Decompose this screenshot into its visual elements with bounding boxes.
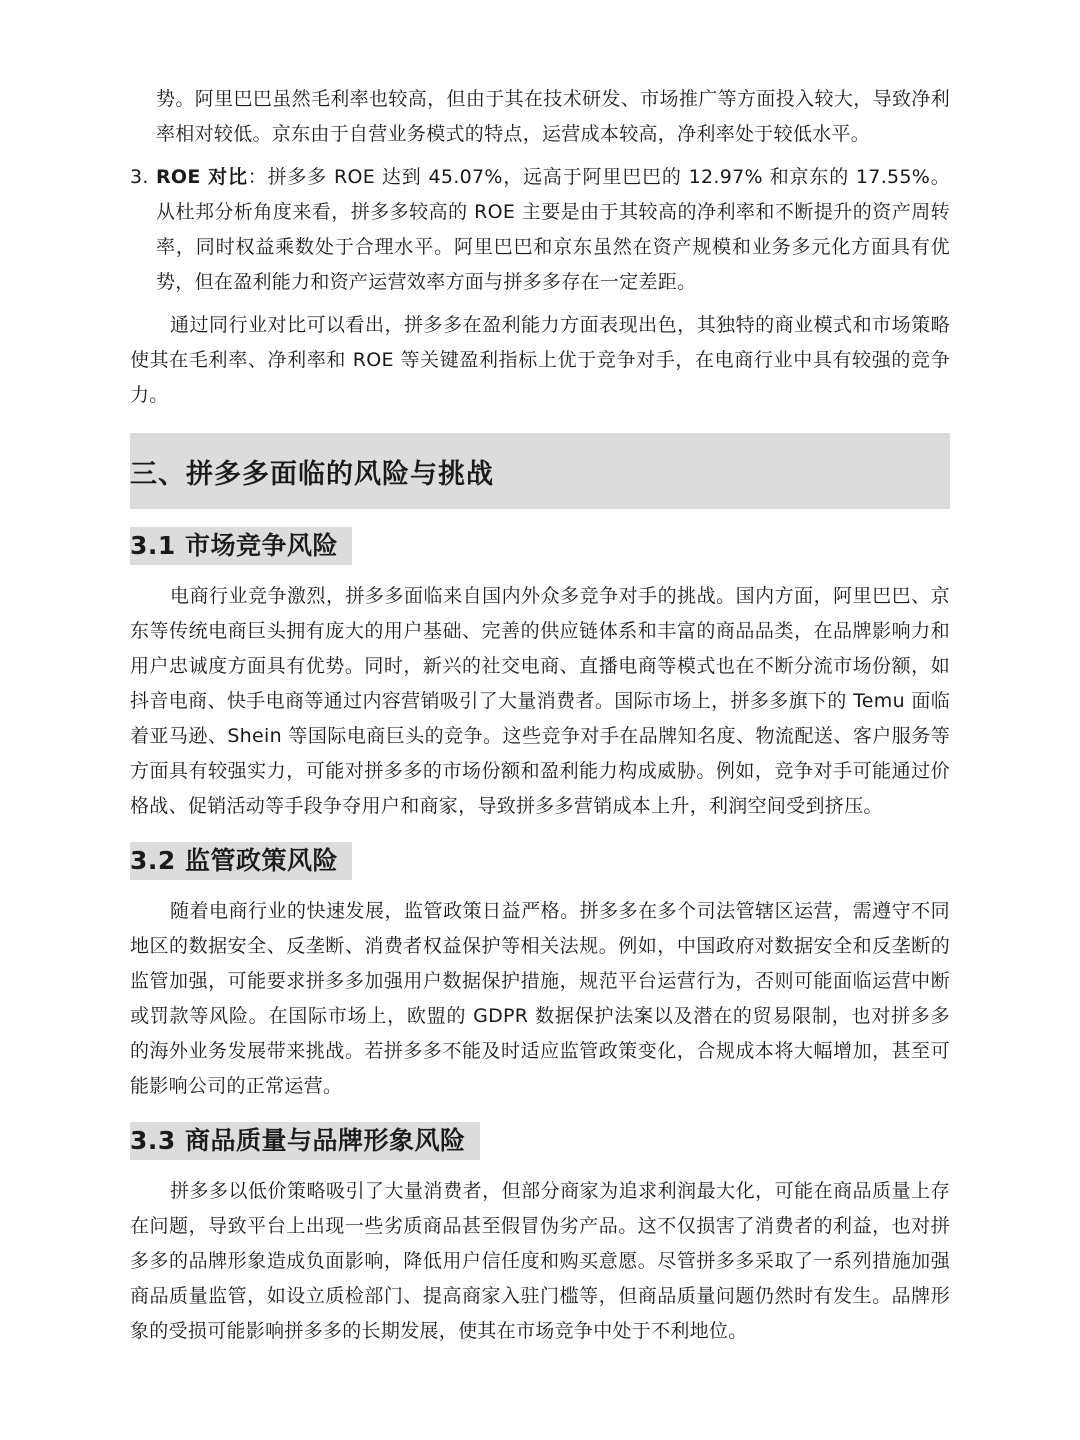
subsection-3-1 xyxy=(130,509,950,824)
list-item-roe xyxy=(130,160,950,300)
document-page xyxy=(130,82,950,1349)
list-item-continuation: 势。阿里巴巴虽然毛利率也较高，但由于其在技术研发、市场推广等方面投入较大，导致净利率相对较低。京东由于自营业务模式的特点，运营成本较高，净利率处于较低水平。 xyxy=(156,88,950,145)
subsection-title: 3.2 监管政策风险 xyxy=(130,842,352,880)
subsection-title: 3.3 商品质量与品牌形象风险 xyxy=(130,1122,480,1160)
summary-paragraph: 通过同行业对比可以看出，拼多多在盈利能力方面表现出色，其独特的商业模式和市场策略使其在毛利率、净利率和 ROE 等关键盈利指标上优于竞争对手，在电商行业中具有较强的竞争力。 xyxy=(130,314,950,406)
section-title: 三、拼多多面临的风险与挑战 xyxy=(130,458,494,490)
subsection-paragraph: 拼多多以低价策略吸引了大量消费者，但部分商家为追求利润最大化，可能在商品质量上存在问题，导致平台上出现一些劣质商品甚至假冒伪劣产品。这不仅损害了消费者的利益，也对拼多多的品牌形象造成负面影响，降低用户信任度和购买意愿。尽管拼多多采取了一系列措施加强商品质量监管，如设立质检部门、提高商家入驻门槛等，但商品质量问题仍然时有发生。品牌形象的受损可能影响拼多多的长期发展，使其在市场竞争中处于不利地位。 xyxy=(130,1180,950,1342)
list-item-title: ROE 对比 xyxy=(156,166,248,188)
list-number: 3. xyxy=(130,166,149,188)
subsection-paragraph: 随着电商行业的快速发展，监管政策日益严格。拼多多在多个司法管辖区运营，需遵守不同地区的数据安全、反垄断、消费者权益保护等相关法规。例如，中国政府对数据安全和反垄断的监管加强，可能要求拼多多加强用户数据保护措施，规范平台运营行为，否则可能面临运营中断或罚款等风险。在国际市场上，欧盟的 GDPR 数据保护法案以及潜在的贸易限制，也对拼多多的海外业务发展带来挑战。若拼多多不能及时适应监管政策变化，合规成本将大幅增加，甚至可能影响公司的正常运营。 xyxy=(130,900,950,1097)
list-item-text: ：拼多多 ROE 达到 45.07%，远高于阿里巴巴的 12.97% 和京东的 17.55%。从杜邦分析角度来看，拼多多较高的 ROE 主要是由于其较高的净利率和不断提升的资产周转率，同时权益乘数处于合理水平。阿里巴巴和京东虽然在资产规模和业务多元化方面具有优势，但在盈利能力和资产运营效率方面与拼多多存在一定差距。 xyxy=(156,166,950,293)
subsection-3-2 xyxy=(130,824,950,1104)
section-heading xyxy=(130,433,950,509)
subsection-paragraph: 电商行业竞争激烈，拼多多面临来自国内外众多竞争对手的挑战。国内方面，阿里巴巴、京东等传统电商巨头拥有庞大的用户基础、完善的供应链体系和丰富的商品品类，在品牌影响力和用户忠诚度方面具有优势。同时，新兴的社交电商、直播电商等模式也在不断分流市场份额，如抖音电商、快手电商等通过内容营销吸引了大量消费者。国际市场上，拼多多旗下的 Temu 面临着亚马逊、Shein 等国际电商巨头的竞争。这些竞争对手在品牌知名度、物流配送、客户服务等方面具有较强实力，可能对拼多多的市场份额和盈利能力构成威胁。例如，竞争对手可能通过价格战、促销活动等手段争夺用户和商家，导致拼多多营销成本上升，利润空间受到挤压。 xyxy=(130,585,950,817)
subsection-title: 3.1 市场竞争风险 xyxy=(130,527,352,565)
subsection-3-3 xyxy=(130,1104,950,1349)
